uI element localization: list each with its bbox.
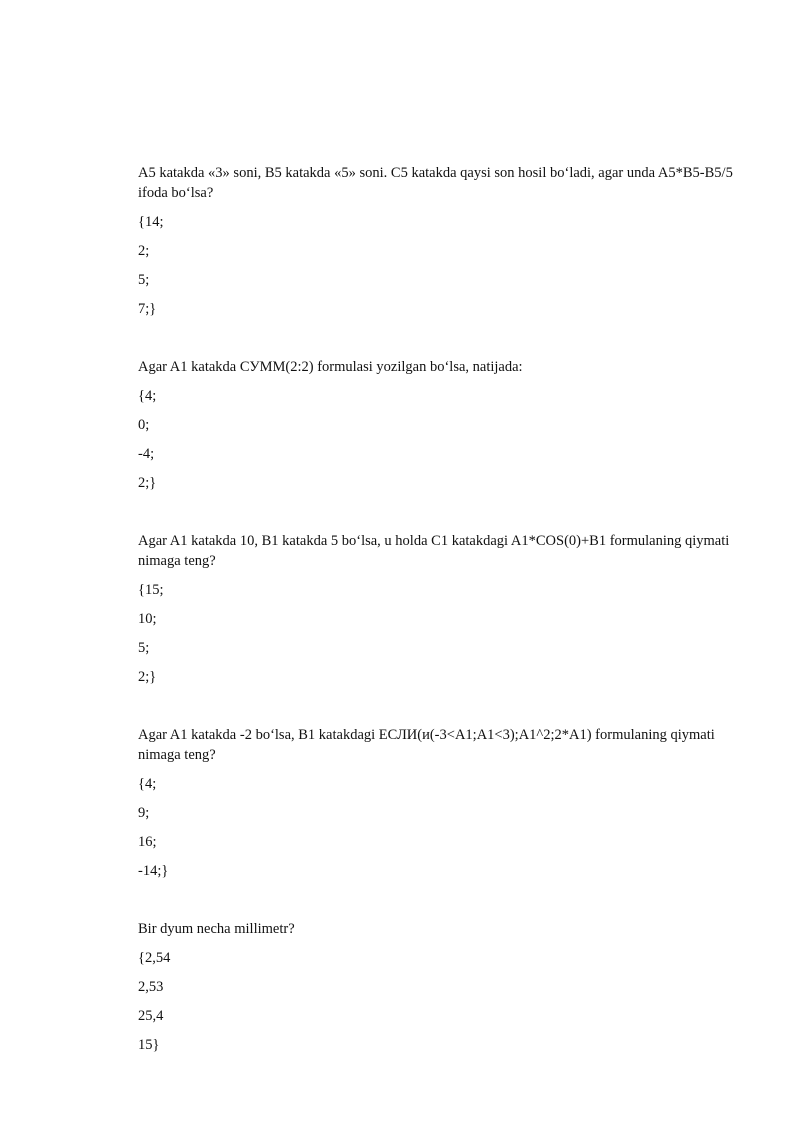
answer-option: 7;} (138, 301, 157, 317)
question-1 (138, 163, 738, 319)
answer-option: 2; (138, 243, 150, 259)
answer-option: {14; (138, 214, 164, 230)
answer-option: -14;} (138, 863, 169, 879)
question-2 (138, 357, 738, 493)
question-text: A5 katakda «3» soni, B5 katakda «5» soni. C5 katakda qaysi son hosil bo‘ladi, agar unda A5*B5-B5/5 ifoda bo‘lsa? (138, 165, 733, 201)
answer-option: 0; (138, 417, 150, 433)
answer-option: 5; (138, 640, 150, 656)
question-text: Agar A1 katakda -2 bo‘lsa, B1 katakdagi ЕСЛИ(и(-3<A1;A1<3);A1^2;2*A1) formulaning qiymati nimaga teng? (138, 727, 715, 763)
question-text: Agar A1 katakda СУММ(2:2) formulasi yozilgan bo‘lsa, natijada: (138, 359, 523, 375)
answer-option: 2;} (138, 669, 157, 685)
question-text: Agar A1 katakda 10, B1 katakda 5 bo‘lsa, u holda C1 katakdagi A1*COS(0)+B1 formulaning qiymati nimaga teng? (138, 533, 730, 569)
answer-option: {4; (138, 388, 157, 404)
answer-option: 16; (138, 834, 157, 850)
question-3 (138, 531, 738, 687)
answer-option: 5; (138, 272, 150, 288)
answer-option: 9; (138, 805, 150, 821)
answer-option: 2,53 (138, 979, 164, 995)
question-text: Bir dyum necha millimetr? (138, 921, 295, 937)
answer-option: {2,54 (138, 950, 171, 966)
answer-option: 2;} (138, 475, 157, 491)
answer-option: -4; (138, 446, 155, 462)
question-4 (138, 725, 738, 881)
document-page (138, 163, 738, 1093)
answer-option: {4; (138, 776, 157, 792)
question-5 (138, 919, 738, 1055)
answer-option: 25,4 (138, 1008, 164, 1024)
answer-option: 15} (138, 1037, 160, 1053)
answer-option: 10; (138, 611, 157, 627)
answer-option: {15; (138, 582, 164, 598)
